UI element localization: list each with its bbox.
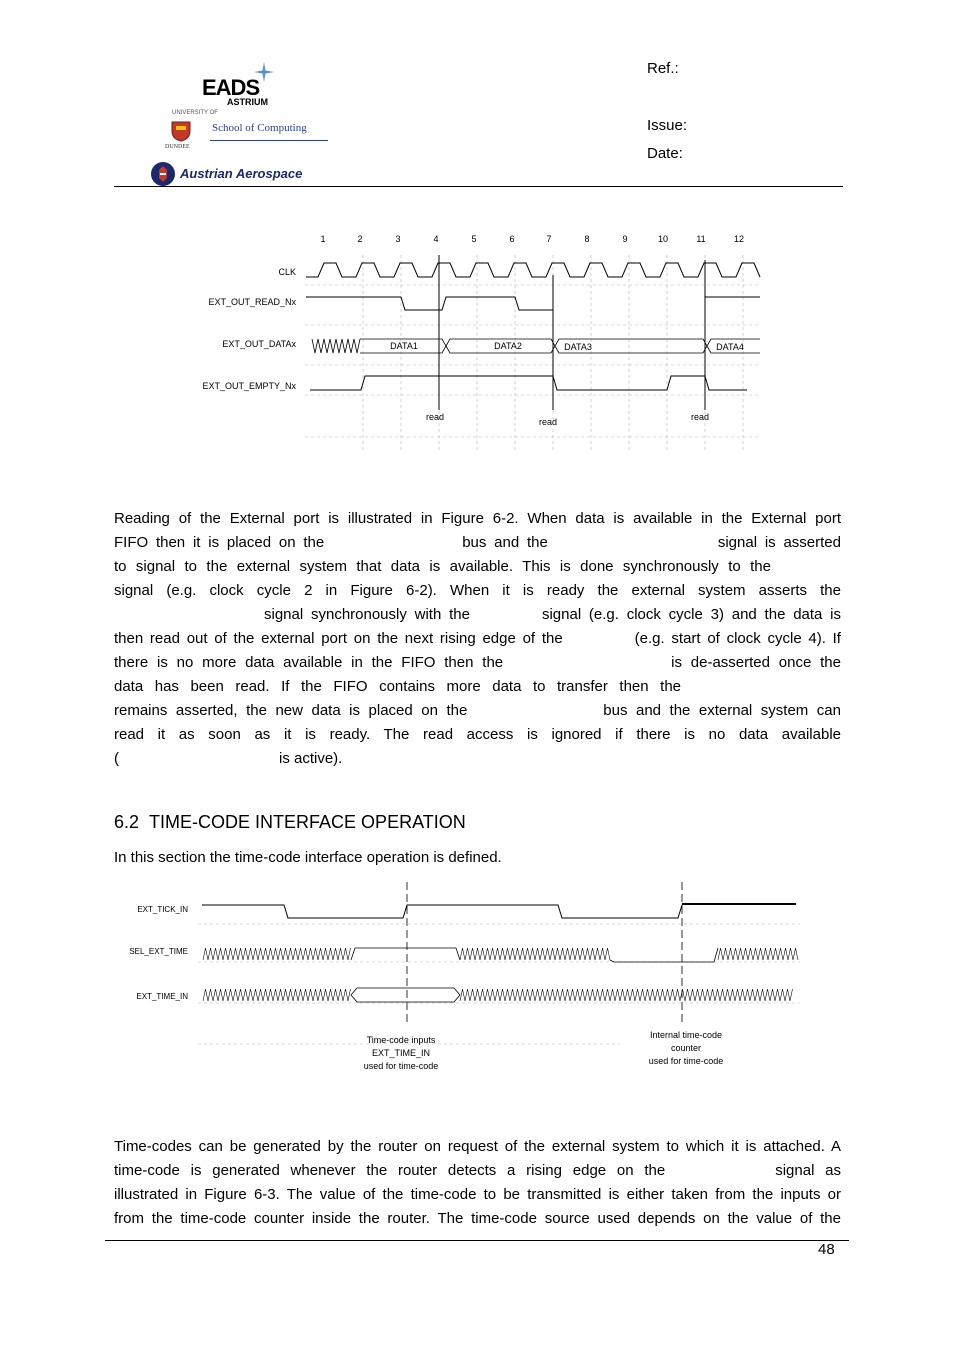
school-of-computing-text: School of Computing	[212, 122, 307, 134]
text-segment: remains asserted, the new data is placed on the	[114, 702, 468, 719]
signal-label: EXT_TIME_IN	[136, 992, 188, 1001]
university-of-text: UNIVERSITY OF	[172, 110, 218, 116]
data-label: DATA2	[494, 341, 522, 351]
paragraph-line	[114, 675, 841, 699]
section-intro: In this section the time-code interface operation is defined.	[114, 849, 502, 866]
paragraph-line: signal (e.g. clock cycle 2 in Figure 6-2). When it is ready the external system asserts the	[114, 582, 841, 599]
clock-number: 11	[696, 234, 706, 244]
text-segment: then read out of the external port on the next rising edge of the	[114, 630, 563, 647]
signal-label: SEL_EXT_TIME	[129, 947, 188, 956]
paragraph-line	[114, 747, 841, 771]
issue-label: Issue:	[647, 117, 688, 134]
text-segment: (e.g. start of clock cycle 4). If	[634, 630, 841, 647]
clock-number: 12	[733, 234, 745, 244]
sel-ext-time-level	[351, 948, 718, 962]
clock-number: 9	[622, 234, 628, 244]
clock-number: 1	[320, 234, 326, 244]
date-label: Date:	[647, 145, 683, 162]
paragraph-line: read it as soon as it is ready. The read access is ignored if there is no data available	[114, 726, 841, 743]
clock-number: 5	[471, 234, 477, 244]
text-segment: is de-asserted once the	[671, 654, 841, 671]
astrium-logo-text: ASTRIUM	[227, 97, 268, 107]
text-segment: signal is asserted	[717, 534, 841, 551]
note-left-line: EXT_TIME_IN	[371, 1048, 431, 1058]
paragraph-line	[114, 699, 841, 723]
austrian-aerospace-text: Austrian Aerospace	[180, 166, 303, 181]
footer-rule	[105, 1240, 849, 1241]
paragraph-line: Reading of the External port is illustrated in Figure 6-2. When data is available in the External port	[114, 510, 841, 527]
signal-label: EXT_TICK_IN	[137, 905, 188, 914]
timecode-timing-diagram	[110, 878, 810, 1078]
text-segment: is active).	[279, 750, 343, 767]
clock-number: 6	[509, 234, 515, 244]
eads-astrium-logo	[202, 60, 282, 110]
paragraph-line	[114, 651, 841, 675]
text-segment: time-code is generated whenever the router detects a rising edge on the	[114, 1162, 666, 1179]
paragraph-line: illustrated in Figure 6-3. The value of the time-code to be transmitted is either taken from the inputs or	[114, 1186, 841, 1203]
austrian-aerospace-logo	[150, 159, 350, 187]
dundee-logo	[150, 110, 340, 155]
ext-time-in-undefined-hatch	[203, 989, 351, 1001]
school-logo-underline	[210, 140, 328, 141]
data-bus-waveform	[360, 339, 760, 353]
ext-time-in-bus	[351, 988, 460, 1002]
signal-label: CLK	[278, 267, 296, 277]
text-segment: signal as	[775, 1162, 841, 1179]
note-left-line: Time-code inputs	[366, 1035, 436, 1045]
read-label: read	[690, 412, 710, 422]
header-logos	[150, 55, 350, 190]
ref-label: Ref.:	[647, 60, 679, 77]
text-segment: FIFO then it is placed on the	[114, 534, 325, 551]
paragraph-line	[114, 531, 841, 555]
text-segment: bus and the	[462, 534, 548, 551]
clk-waveform	[306, 263, 760, 277]
clock-number: 7	[546, 234, 552, 244]
text-segment: bus and the external system can	[603, 702, 841, 719]
data-label: DATA1	[390, 341, 418, 351]
section-title: TIME-CODE INTERFACE OPERATION	[149, 812, 466, 832]
text-segment: data has been read. If the FIFO contains more data to transfer then the	[114, 678, 681, 695]
section-heading	[114, 812, 466, 833]
paragraph-line: Time-codes can be generated by the router on request of the external system to which it is attached. A	[114, 1138, 841, 1155]
paragraph-line	[114, 603, 841, 627]
paragraph-line: from the time-code counter inside the router. The time-code source used depends on the value of the	[114, 1210, 841, 1227]
header-rule	[114, 186, 843, 187]
clock-number: 3	[395, 234, 401, 244]
text-segment: signal synchronously with the	[264, 606, 470, 623]
austrian-emblem-icon	[150, 161, 176, 187]
signal-label: EXT_OUT_READ_Nx	[208, 297, 296, 307]
paragraph-line	[114, 627, 841, 651]
crest-icon	[170, 120, 192, 142]
note-left-line: used for time-code	[363, 1061, 439, 1071]
data-label: DATA3	[564, 342, 592, 352]
page-number: 48	[818, 1241, 835, 1258]
timecode-description-paragraph	[114, 1135, 841, 1231]
ext-time-in-undefined-hatch	[460, 989, 793, 1001]
paragraph-line	[114, 1159, 841, 1183]
signal-label: EXT_OUT_EMPTY_Nx	[202, 381, 296, 391]
dundee-text: DUNDEE	[165, 144, 190, 150]
note-right-line: used for time-code	[648, 1056, 724, 1066]
note-right-line: counter	[670, 1043, 702, 1053]
read-n-waveform-end	[705, 297, 760, 310]
clock-number: 4	[433, 234, 439, 244]
clock-number: 2	[357, 234, 363, 244]
text-segment: signal (e.g. clock cycle 3) and the data is	[541, 606, 841, 623]
section-number: 6.2	[114, 812, 140, 832]
clock-number: 10	[657, 234, 669, 244]
eads-logo-text: EADS	[202, 75, 260, 100]
paragraph-line	[114, 555, 841, 579]
star-icon	[252, 60, 276, 84]
sel-ext-time-undefined-hatch	[203, 948, 351, 960]
clock-number: 8	[584, 234, 590, 244]
data-label: DATA4	[716, 342, 744, 352]
text-segment: there is no more data available in the FIFO then the	[114, 654, 504, 671]
sel-ext-time-undefined-hatch	[718, 948, 798, 960]
read-n-waveform	[306, 297, 553, 310]
read-timing-diagram	[190, 225, 770, 460]
tick-waveform	[202, 905, 682, 918]
empty-n-waveform	[310, 376, 747, 390]
text-segment: to signal to the external system that data is available. This is done synchronously to the	[114, 558, 771, 575]
data-undefined-hatch	[312, 339, 360, 353]
sel-ext-time-undefined-hatch	[460, 948, 610, 960]
signal-label: EXT_OUT_DATAx	[222, 339, 296, 349]
text-segment: (	[114, 750, 119, 767]
read-description-paragraph	[114, 507, 841, 771]
read-label: read	[425, 412, 445, 422]
read-label: read	[538, 417, 558, 427]
note-right-line: Internal time-code	[649, 1030, 723, 1040]
